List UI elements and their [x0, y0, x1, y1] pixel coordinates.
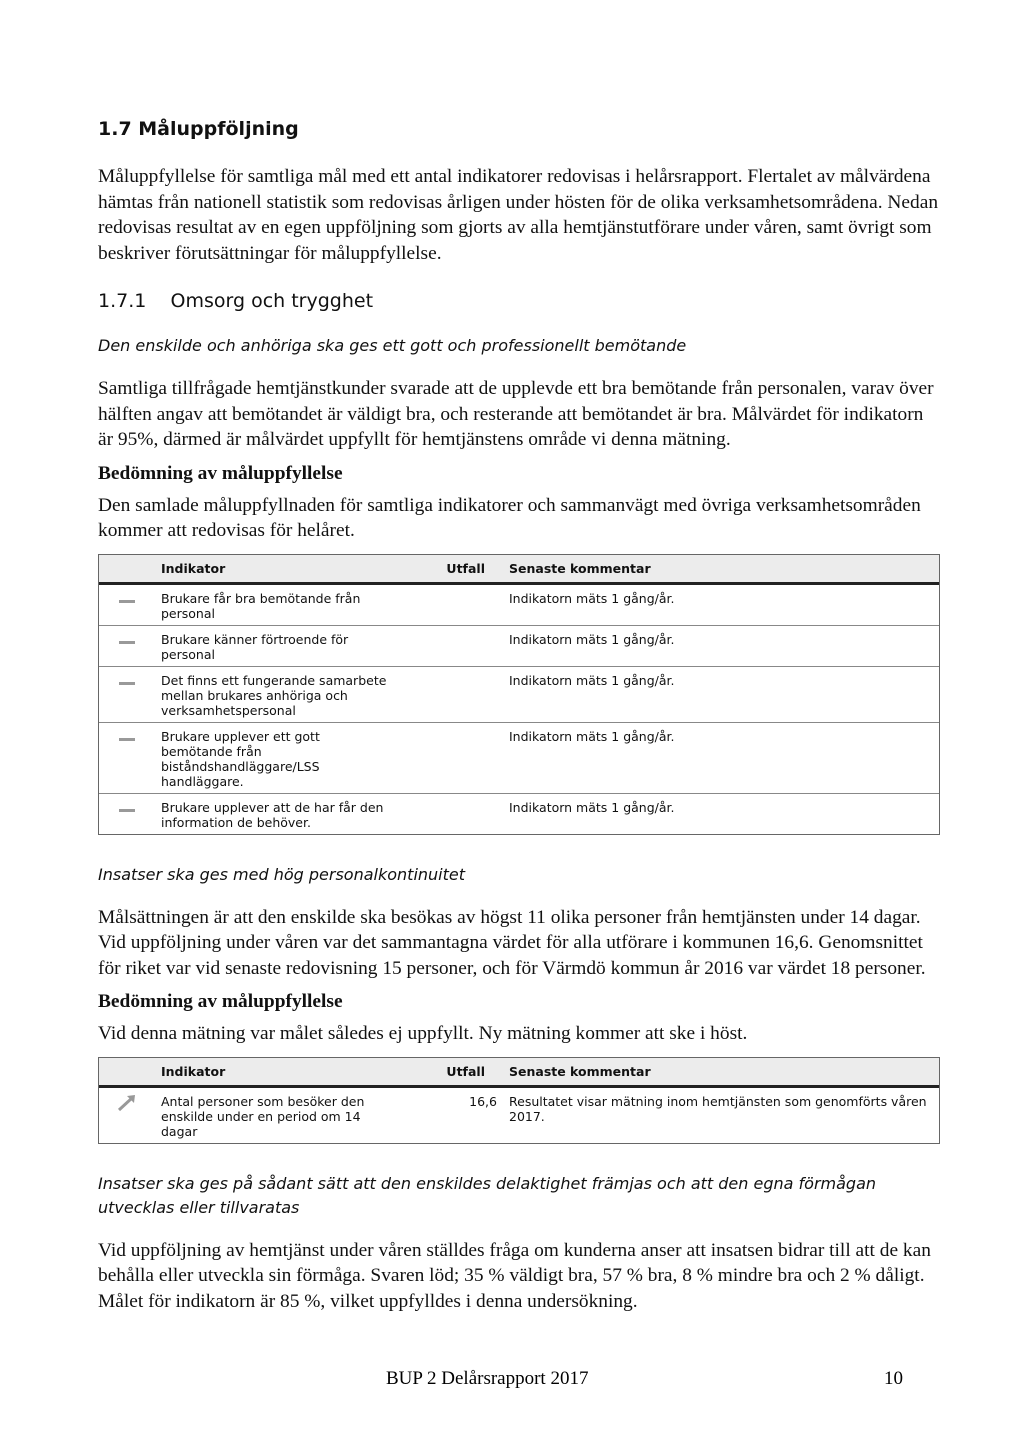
row-indicator: Brukare upplever ett gott bemötande från biståndshandläggare/LSS handläggare.	[155, 723, 401, 794]
row-comment: Indikatorn mäts 1 gång/år.	[503, 667, 939, 723]
table-row	[99, 667, 939, 723]
table-row	[99, 585, 939, 626]
dash-icon	[119, 809, 135, 812]
goal2-text: Målsättningen är att den enskilde ska besökas av högst 11 olika personer från hemtjänsten under 14 dagar. Vid uppföljning under våren var det sammantagna värdet för alla utförare i kommunen 16,6. Genomsnittet för riket var vid senaste redovisning 15 personer, och för Värmdö kommun år 2016 var värdet 18 personer.	[98, 906, 926, 979]
row-indicator: Antal personer som besöker den enskilde under en period om 14 dagar	[161, 1093, 365, 1139]
section-heading: 1.7 Måluppföljning	[98, 118, 299, 140]
goal1-text: Samtliga tillfrågade hemtjänstkunder svarade att de upplevde ett bra bemötande från personalen, varav över hälften angav att bemötandet är väldigt bra, och resterande att bemötandet är bra. Målvärdet för indikatorn är 95%, därmed är målvärdet uppfyllt för hemtjänstens område vi denna mätning.	[98, 378, 934, 450]
footer-title: BUP 2 Delårsrapport 2017	[386, 1368, 589, 1389]
table-header-row	[99, 1058, 939, 1088]
row-indicator: Det finns ett fungerande samarbete mellan brukares anhöriga och verksamhetspersonal	[155, 667, 401, 723]
row-comment: Resultatet visar mätning inom hemtjänsten som genomförts våren 2017.	[509, 1093, 927, 1124]
row-comment: Indikatorn mäts 1 gång/år.	[503, 626, 939, 667]
header-indicator: Indikator	[155, 555, 401, 585]
row-comment: Indikatorn mäts 1 gång/år.	[509, 799, 675, 815]
header-indicator: Indikator	[155, 1058, 401, 1088]
table-row	[99, 794, 939, 834]
table-row	[99, 723, 939, 794]
dash-icon	[119, 738, 135, 741]
header-comment: Senaste kommentar	[503, 1058, 939, 1088]
goal2-assessment-heading: Bedömning av måluppfyllelse	[98, 991, 343, 1012]
goal1-title: Den enskilde och anhöriga ska ges ett gott och professionellt bemötande	[98, 336, 687, 355]
row-outcome	[401, 585, 503, 626]
row-outcome	[401, 794, 503, 834]
dash-icon	[119, 682, 135, 685]
indicator-table-2	[98, 1057, 940, 1144]
dash-icon	[119, 600, 135, 603]
row-indicator: Brukare känner förtroende för personal	[155, 626, 401, 667]
trend-up-arrow-icon	[117, 1094, 137, 1112]
page-number: 10	[884, 1368, 903, 1389]
goal2-assessment-text: Vid denna mätning var målet således ej uppfyllt. Ny mätning kommer att ske i höst.	[98, 1023, 748, 1044]
row-indicator: Brukare upplever att de har får den information de behöver.	[161, 799, 384, 830]
goal1-assessment-text: Den samlade måluppfyllnaden för samtliga indikatorer och sammanvägt med övriga verksamhetsområden kommer att redovisas för helåret.	[98, 494, 921, 541]
row-outcome	[401, 723, 503, 794]
row-comment: Indikatorn mäts 1 gång/år.	[503, 723, 939, 794]
row-outcome: 16,6	[469, 1093, 497, 1109]
subsection-heading: 1.7.1 Omsorg och trygghet	[98, 290, 374, 312]
header-outcome: Utfall	[401, 555, 503, 585]
goal3-title: Insatser ska ges på sådant sätt att den enskildes delaktighet främjas och att den egna förmågan utvecklas eller tillvaratas	[98, 1173, 877, 1217]
section-intro: Måluppfyllelse för samtliga mål med ett antal indikatorer redovisas i helårsrapport. Flertalet av målvärdena hämtas från nationell statistik som redovisas årligen under hösten för de olika verksamhetsområdena. Nedan redovisas resultat av en egen uppföljning som gjorts av alla hemtjänstutförare under våren, samt övrigt som beskriver förutsättningar för måluppfyllelse.	[98, 166, 939, 264]
header-outcome: Utfall	[401, 1058, 503, 1088]
row-outcome	[401, 626, 503, 667]
goal3-text: Vid uppföljning av hemtjänst under våren ställdes fråga om kunderna anser att insatsen bidrar till att de kan behålla eller utveckla sin förmåga. Svaren löd; 35 % väldigt bra, 57 % bra, 8 % mindre bra och 2 % dåligt. Målet för indikatorn är 85 %, vilket uppfylldes i denna undersökning.	[98, 1239, 931, 1312]
table-row	[99, 1088, 939, 1143]
indicator-table-1	[98, 554, 940, 835]
dash-icon	[119, 641, 135, 644]
header-icon-col	[99, 1058, 155, 1088]
table-header-row	[99, 555, 939, 585]
header-comment: Senaste kommentar	[503, 555, 939, 585]
header-icon-col	[99, 555, 155, 585]
document-page	[98, 118, 940, 1324]
table-row	[99, 626, 939, 667]
goal2-title: Insatser ska ges med hög personalkontinuitet	[98, 864, 465, 884]
row-indicator: Brukare får bra bemötande från personal	[155, 585, 401, 626]
goal1-assessment-heading: Bedömning av måluppfyllelse	[98, 462, 343, 484]
row-outcome	[401, 667, 503, 723]
row-comment: Indikatorn mäts 1 gång/år.	[503, 585, 939, 626]
